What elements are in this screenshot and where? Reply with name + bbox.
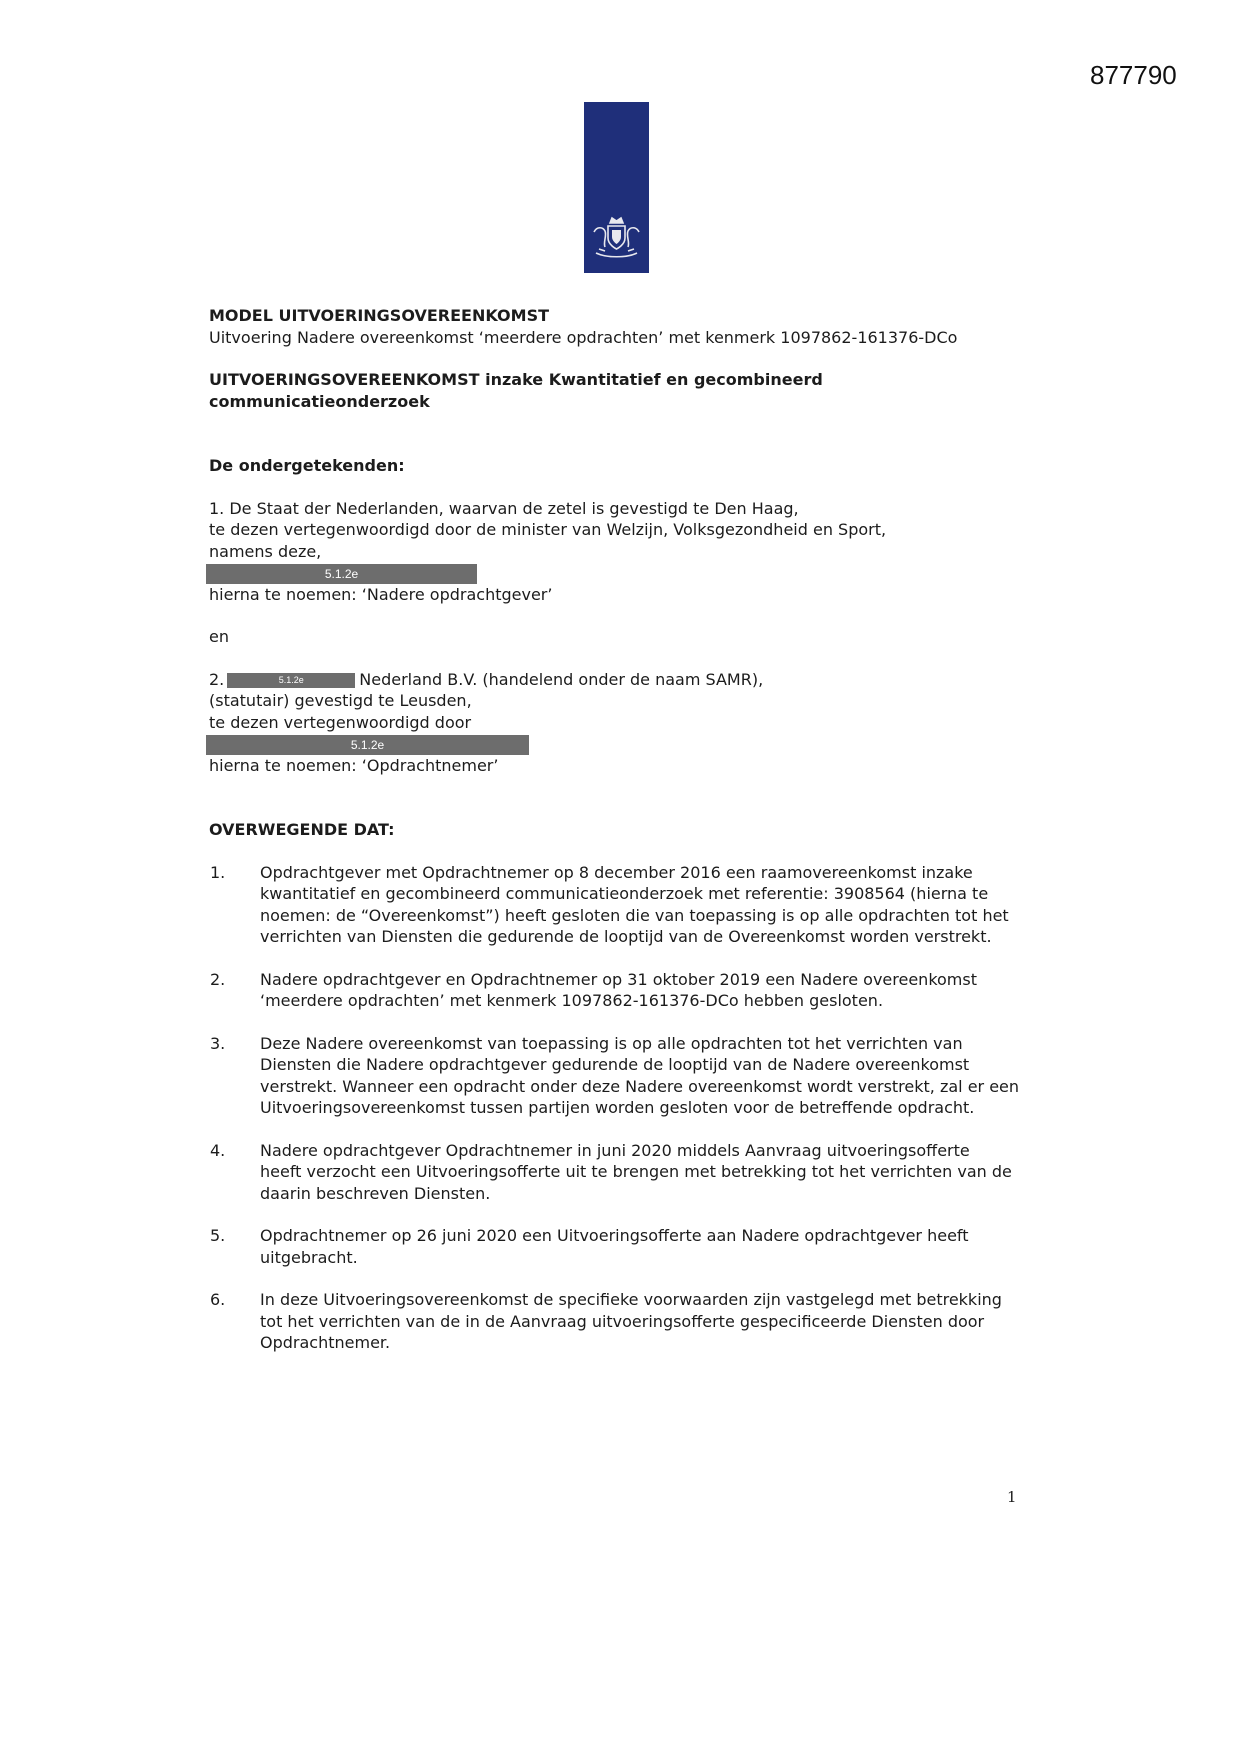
consideration-item [209, 969, 1050, 1012]
redaction-box: 5.1.2e [227, 673, 355, 688]
redaction-box: 5.1.2e [206, 735, 529, 755]
party-1-line-3: namens deze, [209, 541, 322, 561]
consideration-text: Opdrachtnemer op 26 juni 2020 een Uitvoeringsofferte aan Nadere opdrachtgever heeft uitgebracht. [260, 1226, 969, 1267]
party-2-number: 2. [209, 669, 225, 689]
party-2-line-2: (statutair) gevestigd te Leusden, [209, 691, 472, 710]
rijksoverheid-logo [584, 102, 649, 273]
consideration-text: Nadere opdrachtgever en Opdrachtnemer op 31 oktober 2019 een Nadere overeenkomst ‘meerdere opdrachten’ met kenmerk 1097862-161376-DCo hebben gesloten. [260, 969, 977, 1010]
consideration-text: In deze Uitvoeringsovereenkomst de specifieke voorwaarden zijn vastgelegd met betrekking tot het verrichten van de in de Aanvraag uitvoeringsofferte gespecificeerde Diensten door Opdrachtnemer. [260, 1290, 1002, 1352]
consideration-item [209, 1140, 1050, 1205]
consideration-number: 6. [210, 1290, 226, 1309]
consideration-item [209, 1033, 1050, 1119]
consideration-number: 4. [210, 1140, 226, 1160]
consideration-text: Deze Nadere overeenkomst van toepassing is op alle opdrachten tot het verrichten van Diensten die Nadere opdrachtgever gedurende de looptijd van de Nadere overeenkomst verstrekt. Wanneer een opdracht onder deze Nadere overeenkomst wordt verstrekt, zal er een Uitvoeringsovereenkomst tussen partijen worden gesloten voor de betreffende opdracht. [260, 1033, 1020, 1117]
consideration-number: 5. [210, 1226, 226, 1245]
party-1 [209, 498, 1029, 606]
page-number: 1 [1007, 1488, 1017, 1506]
considerations-heading: OVERWEGENDE DAT: [209, 820, 395, 839]
signatories-heading: De ondergetekenden: [209, 456, 405, 475]
considerations-list [209, 862, 1029, 1354]
redaction-box: 5.1.2e [206, 564, 477, 584]
consideration-number: 2. [210, 969, 226, 989]
agreement-heading-line-1: UITVOERINGSOVEREENKOMST inzake Kwantitatief en gecombineerd [209, 370, 823, 389]
consideration-number: 3. [210, 1033, 226, 1053]
document-number: 877790 [1090, 60, 1177, 90]
dutch-coat-of-arms-icon [588, 214, 645, 262]
party-2-line-1 [209, 669, 1029, 691]
party-2-company: Nederland B.V. (handelend onder de naam SAMR), [359, 669, 764, 689]
consideration-item [209, 862, 1050, 948]
party-2 [209, 669, 1029, 777]
party-1-designation: hierna te noemen: ‘Nadere opdrachtgever’ [209, 584, 553, 604]
agreement-heading-line-2: communicatieonderzoek [209, 391, 430, 411]
party-2-line-3: te dezen vertegenwoordigd door [209, 712, 472, 732]
consideration-text: Opdrachtgever met Opdrachtnemer op 8 december 2016 een raamovereenkomst inzake kwantitatief en gecombineerd communicatieonderzoek met referentie: 3908564 (hierna te noemen: de “Overeenkomst”) heeft gesloten die van toepassing is op alle opdrachten tot het verrichten van Diensten die gedurende de looptijd van de Overeenkomst worden verstrekt. [260, 862, 1009, 946]
conjunction-text: en [209, 627, 229, 646]
party-2-designation: hierna te noemen: ‘Opdrachtnemer’ [209, 755, 499, 775]
document-subtitle: Uitvoering Nadere overeenkomst ‘meerdere opdrachten’ met kenmerk 1097862-161376-DCo [209, 327, 958, 347]
consideration-number: 1. [210, 862, 226, 882]
document-body [209, 305, 1029, 1375]
consideration-item [209, 1289, 1050, 1354]
party-1-line-2: te dezen vertegenwoordigd door de minister van Welzijn, Volksgezondheid en Sport, [209, 520, 887, 539]
party-1-line-1: 1. De Staat der Nederlanden, waarvan de zetel is gevestigd te Den Haag, [209, 498, 799, 518]
consideration-item [209, 1225, 1050, 1268]
document-title: MODEL UITVOERINGSOVEREENKOMST [209, 306, 550, 325]
consideration-text: Nadere opdrachtgever Opdrachtnemer in juni 2020 middels Aanvraag uitvoeringsofferte heeft verzocht een Uitvoeringsofferte uit te brengen met betrekking tot het verrichten van de daarin beschreven Diensten. [260, 1140, 1012, 1203]
